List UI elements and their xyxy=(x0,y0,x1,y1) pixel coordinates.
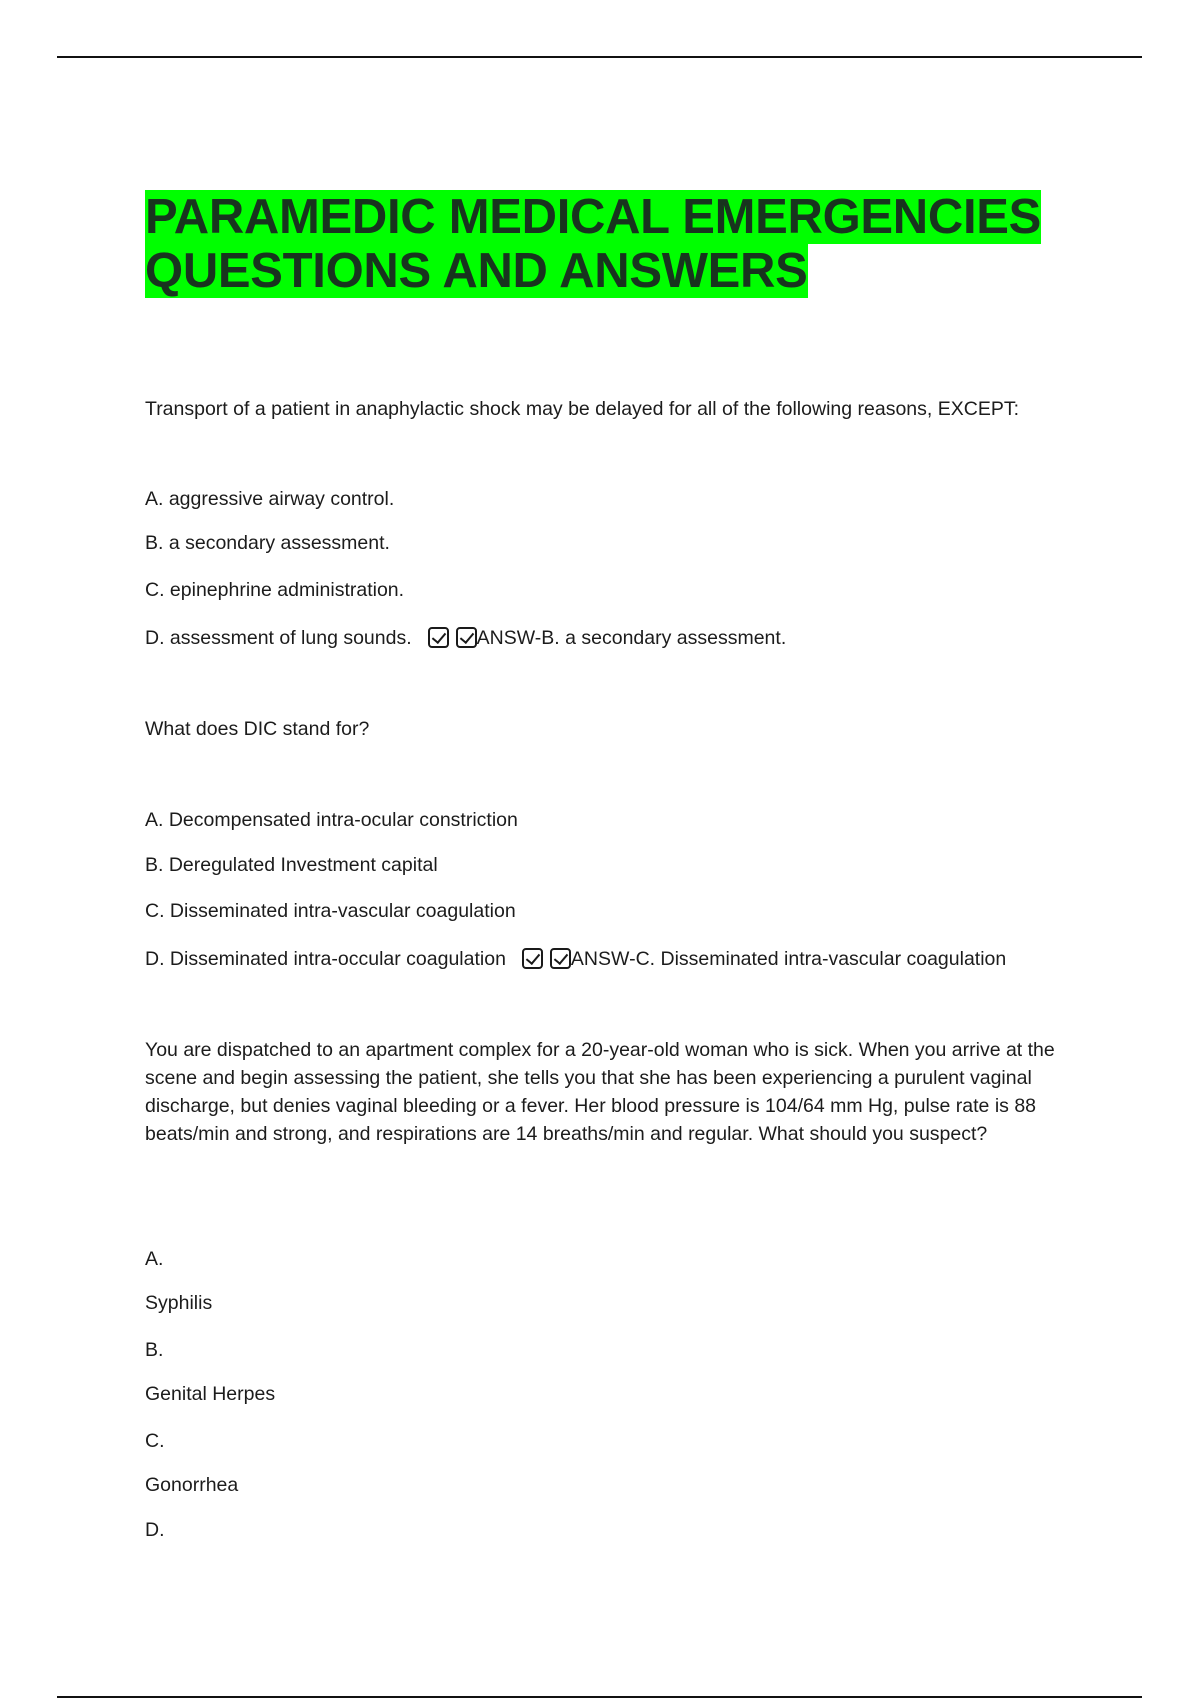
checkbox-icon xyxy=(522,948,543,969)
top-rule xyxy=(57,56,1142,58)
answer-marker xyxy=(426,624,477,652)
q3-option-b-label: B. xyxy=(145,1339,164,1361)
document-title: PARAMEDIC MEDICAL EMERGENCIES QUESTIONS AND ANSWERS xyxy=(145,190,1042,298)
checkbox-icon xyxy=(428,627,449,648)
q2-answer: ANSW-C. Disseminated intra-vascular coagulation xyxy=(570,948,1007,970)
q3-option-a-text: Syphilis xyxy=(145,1292,213,1314)
q2-option-b: B. Deregulated Investment capital xyxy=(145,854,438,876)
bottom-rule xyxy=(57,1696,1142,1698)
q3-option-b-text: Genital Herpes xyxy=(145,1383,276,1405)
document-body xyxy=(145,190,1065,1541)
checkbox-icon xyxy=(550,948,571,969)
q2-option-c: C. Disseminated intra-vascular coagulation xyxy=(145,900,516,922)
q3-option-c-label: C. xyxy=(145,1430,165,1452)
q3-option-c-text: Gonorrhea xyxy=(145,1474,239,1496)
q1-answer: ANSW-B. a secondary assessment. xyxy=(476,627,787,649)
checkbox-icon xyxy=(456,627,477,648)
question-1-text: Transport of a patient in anaphylactic shock may be delayed for all of the following reasons, EXCEPT: xyxy=(145,398,1019,420)
q2-option-d: D. Disseminated intra-occular coagulation xyxy=(145,948,506,970)
question-3-text: You are dispatched to an apartment complex for a 20-year-old woman who is sick. When you arrive at the scene and begin assessing the patient, she tells you that she has been experiencing a purulent vaginal discharge, but denies vaginal bleeding or a fever. Her blood pressure is 104/64 mm Hg, pulse rate is 88 beats/min and strong, and respirations are 14 breaths/min and regular. What should you suspect? xyxy=(145,1039,1055,1145)
q1-option-d-line xyxy=(145,624,786,652)
question-2-text: What does DIC stand for? xyxy=(145,718,370,740)
q1-option-b: B. a secondary assessment. xyxy=(145,532,390,554)
q3-option-a-label: A. xyxy=(145,1248,164,1270)
q1-option-c: C. epinephrine administration. xyxy=(145,579,405,601)
q3-option-d-label: D. xyxy=(145,1519,165,1541)
q1-option-a: A. aggressive airway control. xyxy=(145,488,395,510)
q2-option-d-line xyxy=(145,945,1006,973)
q2-option-a: A. Decompensated intra-ocular constriction xyxy=(145,809,518,831)
q1-option-d: D. assessment of lung sounds. xyxy=(145,627,412,649)
answer-marker xyxy=(520,945,571,973)
